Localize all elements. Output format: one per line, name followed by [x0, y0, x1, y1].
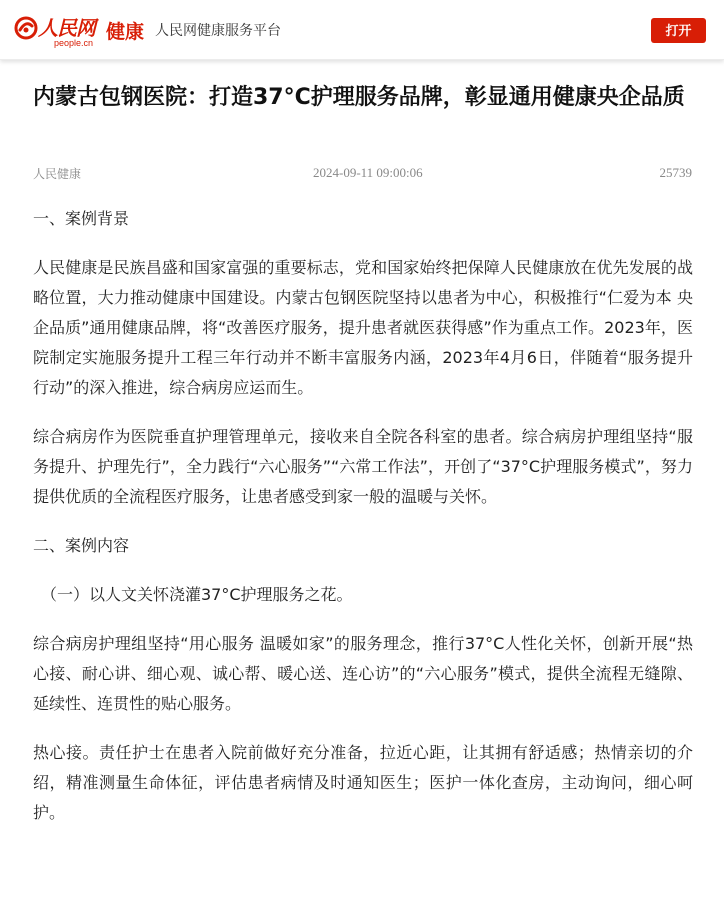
article-title: 内蒙古包钢医院：打造37°C护理服务品牌，彰显通用健康央企品质	[33, 85, 685, 110]
paragraph: 人民健康是民族昌盛和国家富强的重要标志，党和国家始终把保障人民健康放在优先发展的战略位置，大力推动健康中国建设。内蒙古包钢医院坚持以患者为中心，积极推行“仁爱为本 央企品质”通用健康品牌，将“改善医疗服务，提升患者就医获得感”作为重点工作。2023年，医院制定实施服务提升工程三年行动并不断丰富服务内涵，2023年4月6日，伴随着“服务提升行动”的深入推进，综合病房应运而生。	[33, 258, 693, 397]
article-source: 人民健康	[33, 167, 82, 181]
paragraph: 综合病房护理组坚持“用心服务 温暖如家”的服务理念，推行37°C人性化关怀，创新开展“热心接、耐心讲、细心观、诚心帮、暖心送、连心访”的“六心服务”模式，提供全流程无缝隙、延续性、连贯性的贴心服务。	[33, 634, 693, 713]
read-count: 25739	[659, 165, 692, 180]
top-bar	[0, 0, 724, 60]
channel-name[interactable]: 健康	[106, 21, 145, 43]
logo-swirl-icon	[14, 16, 38, 40]
people-cn-logo[interactable]	[14, 12, 106, 48]
platform-name: 人民网健康服务平台	[155, 23, 281, 39]
logo-text-cn: 人民网	[38, 16, 95, 40]
logo-text-en: people.cn	[54, 38, 94, 48]
section-heading: 二、案例内容	[33, 536, 130, 555]
section-heading: 一、案例背景	[33, 209, 130, 228]
paragraph: 综合病房作为医院垂直护理管理单元，接收来自全院各科室的患者。综合病房护理组坚持“服务提升、护理先行”，全力践行“六心服务”“六常工作法”，开创了“37°C护理服务模式”，努力提供优质的全流程医疗服务，让患者感受到家一般的温暖与关怀。	[33, 427, 693, 506]
sub-heading: （一）以人文关怀浇灌37°C护理服务之花。	[41, 585, 353, 604]
paragraph: 热心接。责任护士在患者入院前做好充分准备，拉近心距，让其拥有舒适感；热情亲切的介绍，精准测量生命体征，评估患者病情及时通知医生；医护一体化查房，主动询问，细心呵护。	[33, 743, 693, 822]
article-time: 2024-09-11 09:00:06	[313, 165, 423, 180]
open-app-button[interactable]: 打开	[651, 18, 706, 43]
article-meta	[33, 165, 692, 183]
article-body	[33, 204, 693, 847]
